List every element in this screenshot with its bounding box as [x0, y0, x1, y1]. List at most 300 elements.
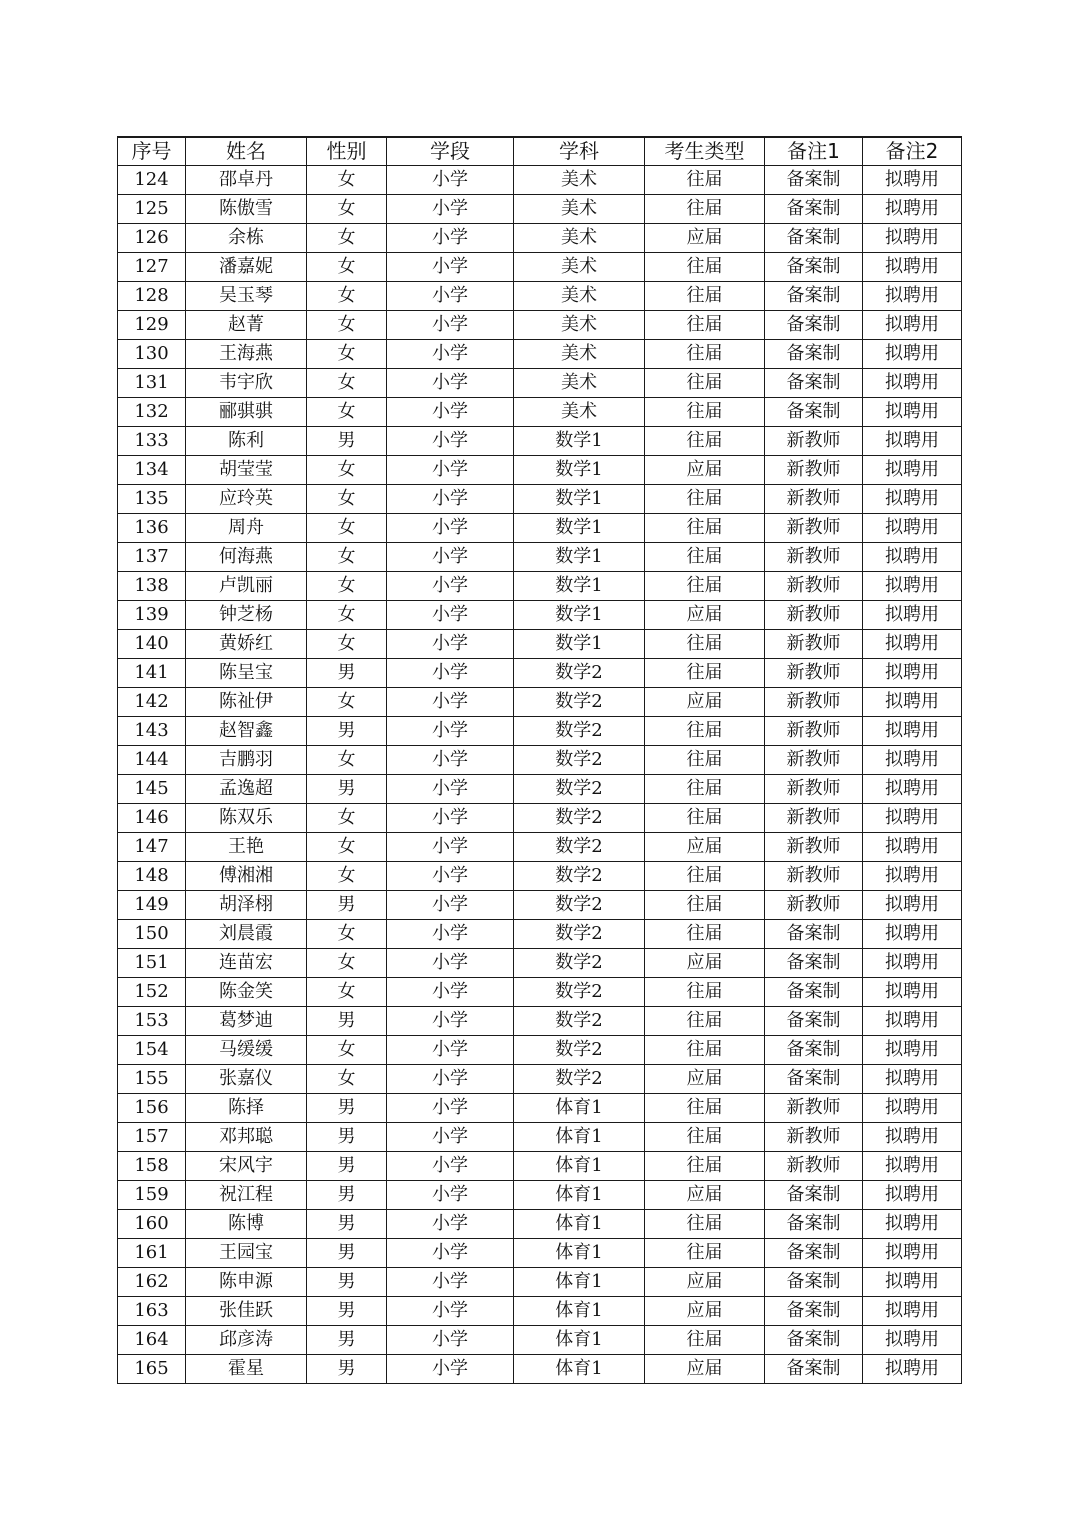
subject-cell: 体育1	[514, 1123, 645, 1152]
gender-cell: 女	[307, 253, 387, 282]
candidate-type-cell: 往届	[645, 717, 765, 746]
note2-cell: 拟聘用	[863, 833, 962, 862]
stage-cell: 小学	[387, 398, 514, 427]
gender-cell: 男	[307, 1210, 387, 1239]
seq-cell: 161	[118, 1239, 186, 1268]
table-body	[118, 166, 962, 1384]
name-header: 姓名	[186, 137, 307, 166]
note2-cell: 拟聘用	[863, 543, 962, 572]
stage-cell: 小学	[387, 630, 514, 659]
note1-cell: 备案制	[765, 311, 863, 340]
seq-cell: 139	[118, 601, 186, 630]
table-row	[118, 1239, 962, 1268]
subject-cell: 数学2	[514, 688, 645, 717]
seq-cell: 144	[118, 746, 186, 775]
gender-cell: 女	[307, 398, 387, 427]
gender-cell: 男	[307, 1152, 387, 1181]
note2-cell: 拟聘用	[863, 1355, 962, 1384]
seq-cell: 140	[118, 630, 186, 659]
note2-cell: 拟聘用	[863, 340, 962, 369]
name-cell: 连苗宏	[186, 949, 307, 978]
stage-cell: 小学	[387, 833, 514, 862]
subject-cell: 美术	[514, 195, 645, 224]
gender-cell: 女	[307, 688, 387, 717]
gender-cell: 男	[307, 717, 387, 746]
stage-cell: 小学	[387, 891, 514, 920]
table-row	[118, 833, 962, 862]
candidate-type-cell: 往届	[645, 572, 765, 601]
candidate-type-cell: 往届	[645, 195, 765, 224]
name-cell: 邱彦涛	[186, 1326, 307, 1355]
gender-header: 性别	[307, 137, 387, 166]
subject-cell: 数学2	[514, 717, 645, 746]
table-row	[118, 1152, 962, 1181]
seq-cell: 152	[118, 978, 186, 1007]
note2-cell: 拟聘用	[863, 717, 962, 746]
subject-cell: 数学2	[514, 1065, 645, 1094]
subject-cell: 体育1	[514, 1152, 645, 1181]
note2-cell: 拟聘用	[863, 862, 962, 891]
seq-cell: 129	[118, 311, 186, 340]
note1-cell: 备案制	[765, 978, 863, 1007]
note2-cell: 拟聘用	[863, 659, 962, 688]
subject-cell: 数学1	[514, 601, 645, 630]
stage-cell: 小学	[387, 1355, 514, 1384]
note2-cell: 拟聘用	[863, 1326, 962, 1355]
table-row	[118, 688, 962, 717]
stage-cell: 小学	[387, 572, 514, 601]
candidate-type-cell: 往届	[645, 804, 765, 833]
name-cell: 王园宝	[186, 1239, 307, 1268]
candidate-type-cell: 往届	[645, 978, 765, 1007]
gender-cell: 女	[307, 833, 387, 862]
seq-cell: 146	[118, 804, 186, 833]
candidate-type-cell: 应届	[645, 601, 765, 630]
gender-cell: 女	[307, 1065, 387, 1094]
note1-cell: 新教师	[765, 1123, 863, 1152]
candidate-type-cell: 应届	[645, 1181, 765, 1210]
note2-cell: 拟聘用	[863, 398, 962, 427]
name-cell: 陈申源	[186, 1268, 307, 1297]
subject-cell: 数学1	[514, 427, 645, 456]
note1-cell: 新教师	[765, 833, 863, 862]
candidate-type-cell: 往届	[645, 369, 765, 398]
note2-cell: 拟聘用	[863, 891, 962, 920]
stage-cell: 小学	[387, 166, 514, 195]
note2-cell: 拟聘用	[863, 514, 962, 543]
note1-cell: 新教师	[765, 630, 863, 659]
seq-cell: 165	[118, 1355, 186, 1384]
gender-cell: 男	[307, 427, 387, 456]
seq-cell: 163	[118, 1297, 186, 1326]
subject-cell: 数学1	[514, 572, 645, 601]
candidate-type-cell: 往届	[645, 1239, 765, 1268]
stage-cell: 小学	[387, 1181, 514, 1210]
note2-cell: 拟聘用	[863, 572, 962, 601]
subject-cell: 数学2	[514, 949, 645, 978]
subject-cell: 数学1	[514, 456, 645, 485]
gender-cell: 男	[307, 1355, 387, 1384]
note1-cell: 备案制	[765, 224, 863, 253]
table-row	[118, 1007, 962, 1036]
subject-cell: 美术	[514, 398, 645, 427]
note1-cell: 备案制	[765, 1268, 863, 1297]
name-cell: 吉鹏羽	[186, 746, 307, 775]
gender-cell: 男	[307, 1123, 387, 1152]
table-row	[118, 456, 962, 485]
candidate-type-cell: 往届	[645, 514, 765, 543]
seq-cell: 137	[118, 543, 186, 572]
table-row	[118, 1123, 962, 1152]
candidate-type-cell: 往届	[645, 1326, 765, 1355]
seq-header: 序号	[118, 137, 186, 166]
subject-cell: 数学1	[514, 514, 645, 543]
note2-cell: 拟聘用	[863, 630, 962, 659]
note2-cell: 拟聘用	[863, 1094, 962, 1123]
subject-cell: 体育1	[514, 1181, 645, 1210]
note1-cell: 新教师	[765, 601, 863, 630]
name-cell: 赵智鑫	[186, 717, 307, 746]
candidate-type-cell: 应届	[645, 456, 765, 485]
stage-cell: 小学	[387, 1123, 514, 1152]
stage-cell: 小学	[387, 340, 514, 369]
name-cell: 陈择	[186, 1094, 307, 1123]
stage-cell: 小学	[387, 717, 514, 746]
subject-cell: 美术	[514, 282, 645, 311]
gender-cell: 女	[307, 282, 387, 311]
seq-cell: 127	[118, 253, 186, 282]
table-row	[118, 891, 962, 920]
stage-cell: 小学	[387, 804, 514, 833]
stage-cell: 小学	[387, 1239, 514, 1268]
name-cell: 宋风宇	[186, 1152, 307, 1181]
note1-cell: 新教师	[765, 717, 863, 746]
candidate-type-cell: 往届	[645, 862, 765, 891]
name-cell: 孟逸超	[186, 775, 307, 804]
subject-cell: 数学2	[514, 1007, 645, 1036]
name-cell: 黄娇红	[186, 630, 307, 659]
gender-cell: 男	[307, 1297, 387, 1326]
candidate-type-cell: 往届	[645, 659, 765, 688]
note2-header: 备注2	[863, 137, 962, 166]
seq-cell: 135	[118, 485, 186, 514]
note2-cell: 拟聘用	[863, 253, 962, 282]
name-cell: 胡莹莹	[186, 456, 307, 485]
name-cell: 周舟	[186, 514, 307, 543]
candidate-type-cell: 往届	[645, 630, 765, 659]
gender-cell: 女	[307, 340, 387, 369]
table-row	[118, 369, 962, 398]
gender-cell: 女	[307, 369, 387, 398]
name-cell: 应玲英	[186, 485, 307, 514]
note1-cell: 新教师	[765, 804, 863, 833]
seq-cell: 164	[118, 1326, 186, 1355]
table-row	[118, 572, 962, 601]
subject-cell: 数学2	[514, 1036, 645, 1065]
table-row	[118, 920, 962, 949]
note1-cell: 新教师	[765, 456, 863, 485]
stage-cell: 小学	[387, 224, 514, 253]
seq-cell: 160	[118, 1210, 186, 1239]
table-row	[118, 1094, 962, 1123]
gender-cell: 女	[307, 978, 387, 1007]
seq-cell: 145	[118, 775, 186, 804]
stage-cell: 小学	[387, 1297, 514, 1326]
table-row	[118, 746, 962, 775]
subject-cell: 数学2	[514, 978, 645, 1007]
note2-cell: 拟聘用	[863, 166, 962, 195]
note1-cell: 备案制	[765, 282, 863, 311]
note1-cell: 新教师	[765, 1094, 863, 1123]
table-row	[118, 1065, 962, 1094]
note2-cell: 拟聘用	[863, 1036, 962, 1065]
candidate-type-cell: 应届	[645, 224, 765, 253]
gender-cell: 女	[307, 166, 387, 195]
gender-cell: 女	[307, 456, 387, 485]
gender-cell: 男	[307, 1094, 387, 1123]
seq-cell: 154	[118, 1036, 186, 1065]
gender-cell: 女	[307, 920, 387, 949]
note2-cell: 拟聘用	[863, 978, 962, 1007]
note1-cell: 备案制	[765, 195, 863, 224]
note1-cell: 新教师	[765, 746, 863, 775]
table-row	[118, 717, 962, 746]
note1-cell: 备案制	[765, 1210, 863, 1239]
seq-cell: 142	[118, 688, 186, 717]
note1-cell: 新教师	[765, 775, 863, 804]
note2-cell: 拟聘用	[863, 1239, 962, 1268]
note1-cell: 新教师	[765, 543, 863, 572]
seq-cell: 133	[118, 427, 186, 456]
seq-cell: 151	[118, 949, 186, 978]
seq-cell: 158	[118, 1152, 186, 1181]
subject-cell: 数学2	[514, 920, 645, 949]
subject-cell: 数学2	[514, 659, 645, 688]
gender-cell: 女	[307, 1036, 387, 1065]
note1-cell: 备案制	[765, 1065, 863, 1094]
name-cell: 祝江程	[186, 1181, 307, 1210]
subject-cell: 美术	[514, 166, 645, 195]
note2-cell: 拟聘用	[863, 949, 962, 978]
name-cell: 陈金笑	[186, 978, 307, 1007]
table-row	[118, 949, 962, 978]
note2-cell: 拟聘用	[863, 920, 962, 949]
seq-cell: 141	[118, 659, 186, 688]
name-cell: 胡泽栩	[186, 891, 307, 920]
name-cell: 王海燕	[186, 340, 307, 369]
name-cell: 潘嘉妮	[186, 253, 307, 282]
stage-cell: 小学	[387, 456, 514, 485]
name-cell: 郦骐骐	[186, 398, 307, 427]
subject-cell: 美术	[514, 369, 645, 398]
stage-cell: 小学	[387, 1326, 514, 1355]
name-cell: 傅湘湘	[186, 862, 307, 891]
table-header-row	[118, 137, 962, 166]
note1-cell: 备案制	[765, 166, 863, 195]
candidate-type-cell: 应届	[645, 688, 765, 717]
stage-cell: 小学	[387, 427, 514, 456]
candidate-type-cell: 往届	[645, 340, 765, 369]
note1-cell: 备案制	[765, 340, 863, 369]
subject-cell: 数学2	[514, 891, 645, 920]
gender-cell: 女	[307, 543, 387, 572]
stage-cell: 小学	[387, 949, 514, 978]
gender-cell: 男	[307, 659, 387, 688]
table-row	[118, 485, 962, 514]
name-cell: 陈利	[186, 427, 307, 456]
note2-cell: 拟聘用	[863, 804, 962, 833]
stage-cell: 小学	[387, 195, 514, 224]
name-cell: 吴玉琴	[186, 282, 307, 311]
seq-cell: 131	[118, 369, 186, 398]
name-cell: 张嘉仪	[186, 1065, 307, 1094]
stage-cell: 小学	[387, 1268, 514, 1297]
table-row	[118, 427, 962, 456]
subject-cell: 美术	[514, 340, 645, 369]
seq-cell: 148	[118, 862, 186, 891]
seq-cell: 136	[118, 514, 186, 543]
subject-cell: 数学2	[514, 833, 645, 862]
seq-cell: 162	[118, 1268, 186, 1297]
note2-cell: 拟聘用	[863, 601, 962, 630]
gender-cell: 男	[307, 775, 387, 804]
gender-cell: 女	[307, 804, 387, 833]
subject-cell: 数学1	[514, 485, 645, 514]
seq-cell: 130	[118, 340, 186, 369]
table-row	[118, 775, 962, 804]
note2-cell: 拟聘用	[863, 195, 962, 224]
note1-cell: 备案制	[765, 949, 863, 978]
table-row	[118, 543, 962, 572]
note2-cell: 拟聘用	[863, 688, 962, 717]
subject-cell: 数学2	[514, 746, 645, 775]
note1-cell: 新教师	[765, 572, 863, 601]
note1-cell: 新教师	[765, 862, 863, 891]
gender-cell: 男	[307, 1181, 387, 1210]
stage-cell: 小学	[387, 688, 514, 717]
candidate-table	[117, 136, 962, 1384]
stage-cell: 小学	[387, 282, 514, 311]
name-cell: 刘晨霞	[186, 920, 307, 949]
candidate-type-cell: 往届	[645, 1007, 765, 1036]
gender-cell: 女	[307, 572, 387, 601]
candidate-type-cell: 往届	[645, 746, 765, 775]
note1-cell: 新教师	[765, 659, 863, 688]
note1-cell: 备案制	[765, 1326, 863, 1355]
stage-cell: 小学	[387, 1036, 514, 1065]
name-cell: 霍星	[186, 1355, 307, 1384]
seq-cell: 149	[118, 891, 186, 920]
stage-cell: 小学	[387, 601, 514, 630]
seq-cell: 124	[118, 166, 186, 195]
candidate-type-cell: 往届	[645, 543, 765, 572]
stage-cell: 小学	[387, 746, 514, 775]
note1-cell: 新教师	[765, 891, 863, 920]
note1-cell: 备案制	[765, 398, 863, 427]
note1-cell: 备案制	[765, 1239, 863, 1268]
note1-cell: 备案制	[765, 1007, 863, 1036]
table-row	[118, 514, 962, 543]
stage-cell: 小学	[387, 311, 514, 340]
name-cell: 马缓缓	[186, 1036, 307, 1065]
note2-cell: 拟聘用	[863, 369, 962, 398]
stage-cell: 小学	[387, 514, 514, 543]
note1-cell: 备案制	[765, 369, 863, 398]
candidate-type-cell: 应届	[645, 949, 765, 978]
name-cell: 陈祉伊	[186, 688, 307, 717]
candidate-type-cell: 应届	[645, 1065, 765, 1094]
note1-cell: 备案制	[765, 253, 863, 282]
candidate-type-cell: 往届	[645, 485, 765, 514]
name-cell: 何海燕	[186, 543, 307, 572]
gender-cell: 男	[307, 1239, 387, 1268]
note2-cell: 拟聘用	[863, 456, 962, 485]
name-cell: 张佳跃	[186, 1297, 307, 1326]
candidate-type-cell: 往届	[645, 253, 765, 282]
stage-cell: 小学	[387, 1152, 514, 1181]
candidate-type-cell: 应届	[645, 1297, 765, 1326]
note1-cell: 新教师	[765, 514, 863, 543]
seq-cell: 159	[118, 1181, 186, 1210]
table-row	[118, 978, 962, 1007]
note2-cell: 拟聘用	[863, 1268, 962, 1297]
note2-cell: 拟聘用	[863, 1152, 962, 1181]
note2-cell: 拟聘用	[863, 224, 962, 253]
candidate-type-header: 考生类型	[645, 137, 765, 166]
candidate-type-cell: 往届	[645, 166, 765, 195]
note2-cell: 拟聘用	[863, 282, 962, 311]
note2-cell: 拟聘用	[863, 311, 962, 340]
stage-cell: 小学	[387, 775, 514, 804]
candidate-type-cell: 往届	[645, 282, 765, 311]
seq-cell: 150	[118, 920, 186, 949]
stage-cell: 小学	[387, 485, 514, 514]
table-row	[118, 340, 962, 369]
seq-cell: 132	[118, 398, 186, 427]
note1-cell: 备案制	[765, 1181, 863, 1210]
table-row	[118, 398, 962, 427]
name-cell: 邓邦聪	[186, 1123, 307, 1152]
table-row	[118, 862, 962, 891]
seq-cell: 153	[118, 1007, 186, 1036]
name-cell: 陈呈宝	[186, 659, 307, 688]
subject-cell: 数学2	[514, 862, 645, 891]
candidate-type-cell: 往届	[645, 398, 765, 427]
candidate-type-cell: 往届	[645, 1036, 765, 1065]
gender-cell: 男	[307, 1268, 387, 1297]
gender-cell: 女	[307, 601, 387, 630]
candidate-type-cell: 应届	[645, 1355, 765, 1384]
candidate-type-cell: 往届	[645, 427, 765, 456]
seq-cell: 125	[118, 195, 186, 224]
note1-cell: 备案制	[765, 1355, 863, 1384]
subject-cell: 体育1	[514, 1268, 645, 1297]
stage-cell: 小学	[387, 543, 514, 572]
table-row	[118, 1326, 962, 1355]
note2-cell: 拟聘用	[863, 746, 962, 775]
name-cell: 卢凯丽	[186, 572, 307, 601]
subject-cell: 体育1	[514, 1094, 645, 1123]
name-cell: 邵卓丹	[186, 166, 307, 195]
table-row	[118, 804, 962, 833]
gender-cell: 女	[307, 311, 387, 340]
gender-cell: 女	[307, 485, 387, 514]
note1-header: 备注1	[765, 137, 863, 166]
gender-cell: 女	[307, 949, 387, 978]
seq-cell: 143	[118, 717, 186, 746]
note1-cell: 新教师	[765, 1152, 863, 1181]
candidate-type-cell: 往届	[645, 1094, 765, 1123]
